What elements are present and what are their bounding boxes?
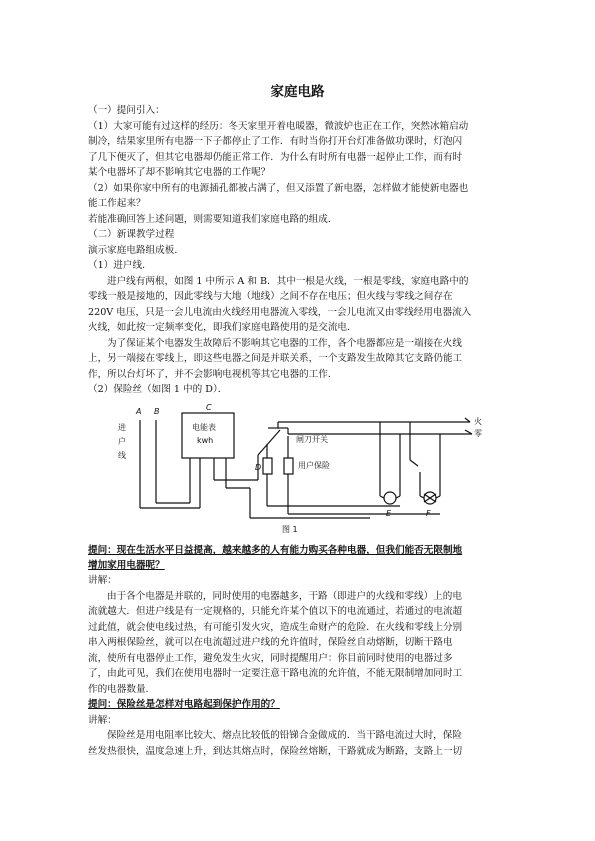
entry-label-char: 线 — [118, 451, 126, 460]
paragraph-line: 进户线有两根，如图 1 中所示 A 和 B．其中一根是火线，一根是零线，家庭电路中的 — [107, 276, 469, 287]
question1-line: （1）大家可能有过这样的经历：冬天家里开着电暖器，微波炉也正在工作，突然冰箱启动 — [88, 121, 469, 132]
question1-line: 某个电器坏了却不影响其它电器的工作呢？ — [88, 167, 271, 178]
paragraph-line: 零线一般是接地的，因此零线与大地（地线）之间不存在电压；但火线与零线之间存在 — [88, 291, 453, 302]
explain-line: 流就越大．但进户线是有一定规格的，只能允许某个值以下的电流通过，若通过的电流超 — [88, 606, 463, 617]
circuit-diagram — [110, 400, 500, 535]
user-fuse-label: 用户保险 — [298, 461, 330, 470]
figure-caption: 图 1 — [282, 525, 298, 534]
switch-label: 闸刀开关 — [296, 435, 328, 444]
meter-label: 电能表 — [192, 423, 216, 432]
question2-line: （2）如果你家中所有的电源插孔都被占满了，但又添置了新电器，怎样做才能使新电器也 — [88, 183, 469, 194]
paragraph-line: 火线，如此按一定频率变化，即我们家庭电路使用的是交流电． — [88, 322, 357, 333]
live-label: 火 — [474, 417, 482, 426]
document-title: 家庭电路 — [270, 84, 325, 100]
paragraph-line: 220V 电压，只是一会儿电流由火线经用电器流入零线，一会儿电流又由零线经用电器流入 — [88, 307, 472, 318]
neutral-label: 零 — [474, 429, 482, 438]
label-b: B — [154, 407, 160, 416]
explain-line: 丝发热很快，温度急速上升，到达其熔点时，保险丝熔断，干路就成为断路，支路上一切 — [88, 746, 463, 757]
explain-line: 作的电器数量． — [88, 684, 156, 695]
question-line: 提问：保险丝是怎样对电路起到保护作用的？ — [88, 699, 280, 710]
paragraph-line: 作，所以台灯坏了，并不会影响电视机等其它电器的工作． — [88, 369, 338, 380]
conclusion-text: 若能准确回答上述问题，则需要知道我们家庭电路的组成． — [88, 214, 338, 225]
explain-line: 串入两根保险丝，就可以在电流超过进户线的允许值时，保险丝自动熔断，切断干路电 — [88, 637, 453, 648]
subheading-fuse: （2）保险丝（如图 1 中的 D）． — [88, 384, 228, 395]
explain-label: 讲解： — [88, 715, 117, 726]
entry-label-char: 进 — [118, 423, 126, 432]
explain-line: 了，由此可见，我们在使用电器时一定要注意干路电流的允许值，不能无限制增加同时工 — [88, 668, 463, 679]
demo-text: 演示家庭电路组成板． — [88, 245, 184, 256]
question2-line: 能工作起来？ — [88, 198, 146, 209]
paragraph-line: 上，另一端接在零线上，即这些电器之间是并联关系，一个支路发生故障其它支路仍能工 — [88, 353, 463, 364]
meter-unit: kwh — [197, 436, 214, 445]
question-line: 提问：现在生活水平日益提高，越来越多的人有能力购买各种电器，但我们能否无限制地 — [88, 545, 463, 556]
label-c: C — [206, 403, 212, 412]
explain-line: 流，使所有电器停止工作，避免发生火灾，同时提醒用户：你目前同时使用的电器过多 — [88, 653, 453, 664]
section2-heading: （二）新课教学过程 — [88, 229, 175, 240]
entry-label-char: 户 — [118, 437, 126, 446]
subheading-entry-line: （1）进户线． — [88, 260, 152, 271]
explain-line: 保险丝是用电阻率比较大、熔点比较低的铅锑合金做成的．当干路电流过大时，保险 — [107, 730, 462, 741]
question1-line: 制冷，结果家里所有电器一下子都停止了工作．有时当你打开台灯准备做功课时，灯泡闪 — [88, 136, 463, 147]
explain-line: 过此值，就会使电线过热，有可能引发火灾，造成生命财产的危险．在火线和零线上分别 — [88, 622, 463, 633]
question1-line: 了几下便灭了，但其它电器却仍能正常工作．为什么有时所有电器一起停止工作，而有时 — [88, 152, 463, 163]
explain-line: 由于各个电器是并联的，同时使用的电器越多，干路（即进户的火线和零线）上的电 — [107, 591, 462, 602]
label-e: E — [386, 509, 392, 518]
label-d: D — [255, 463, 262, 472]
label-f: F — [426, 509, 431, 518]
section1-heading: （一）提问引入： — [88, 105, 165, 116]
label-a: A — [136, 407, 142, 416]
question-line: 增加家用电器呢？ — [88, 560, 165, 571]
explain-label: 讲解： — [88, 575, 117, 586]
paragraph-line: 为了保证某个电器发生故障后不影响其它电器的工作，各个电器都应是一端接在火线 — [107, 338, 462, 349]
